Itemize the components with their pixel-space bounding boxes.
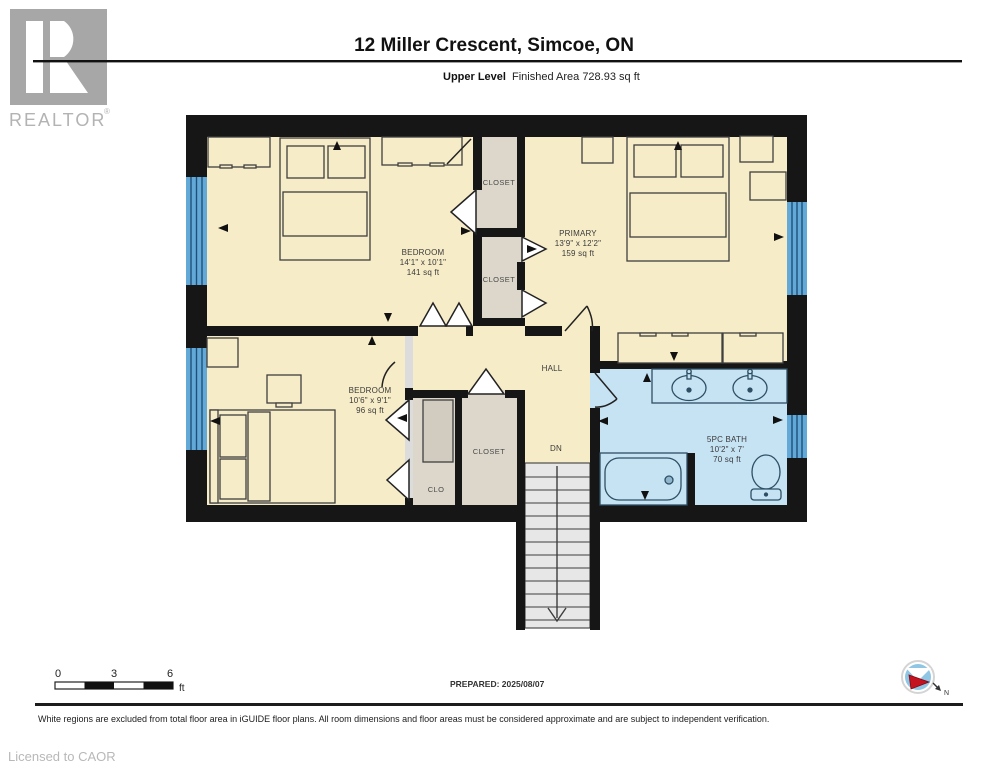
finished-area-label: Finished Area 728.93 sq ft [512,71,640,83]
bed-bedroom1 [280,138,370,260]
bed-bedroom2 [210,410,335,503]
svg-text:BEDROOM: BEDROOM [401,248,445,257]
scale-bar [55,668,185,694]
label-closet-main: CLOSET [472,447,506,456]
svg-text:159 sq ft: 159 sq ft [561,249,595,258]
footer-rule [35,703,963,706]
dresser-primary-short [723,333,783,363]
label-clo: CLO [427,485,445,494]
svg-text:5PC BATH: 5PC BATH [706,435,748,444]
label-closet-mid: CLOSET [482,275,516,284]
svg-text:96 sq ft: 96 sq ft [356,406,384,415]
license-text: Licensed to CAOR [8,749,116,764]
window-primary [787,202,807,295]
svg-text:PRIMARY: PRIMARY [559,229,597,238]
dresser-bedroom2 [207,338,238,367]
svg-text:ft: ft [179,683,185,694]
nightstand-primary-left [582,137,613,163]
dresser-primary-long [618,333,722,363]
registered-mark: ® [104,107,110,116]
window-bedroom1 [186,177,207,285]
level-label: Upper Level [443,71,506,83]
svg-text:0: 0 [54,668,62,680]
realtor-logo [9,9,110,130]
side-table-primary [750,172,786,200]
realtor-wordmark: REALTOR [9,110,107,130]
svg-text:141 sq ft: 141 sq ft [406,268,440,277]
svg-text:10'2" x 7': 10'2" x 7' [709,445,745,454]
prepared-date: PREPARED: 2025/08/07 [450,679,545,689]
label-closet-top: CLOSET [482,178,516,187]
svg-text:70 sq ft: 70 sq ft [713,455,741,464]
compass-icon [902,661,949,697]
svg-text:13'9" x 12'2": 13'9" x 12'2" [554,239,602,248]
bathtub [600,453,687,505]
vanity [652,369,787,403]
bed-primary [627,137,729,261]
svg-text:10'6" x 9'1": 10'6" x 9'1" [349,396,391,405]
toilet [751,455,781,500]
header-rule [33,60,962,62]
svg-text:N: N [944,690,950,697]
label-dn: DN [550,444,562,453]
svg-text:3: 3 [110,668,118,680]
svg-text:14'1" x 10'1": 14'1" x 10'1" [399,258,447,267]
nightstand-primary-right [740,136,773,162]
window-bedroom2 [186,348,207,450]
closet-shelf [423,400,453,462]
dresser-bedroom1-left [208,137,270,168]
desk-bedroom2 [267,375,301,407]
north-indicator [933,683,949,697]
svg-text:BEDROOM: BEDROOM [348,386,392,395]
disclaimer-text: White regions are excluded from total floor area in iGUIDE floor plans. All room dimensions and floor areas must be considered approximate and are subject to independent verification. [38,714,770,724]
window-bath [787,415,807,458]
label-hall: HALL [541,364,563,373]
staircase [525,463,590,628]
svg-text:6: 6 [166,668,174,680]
page-title: 12 Miller Crescent, Simcoe, ON [354,35,634,56]
